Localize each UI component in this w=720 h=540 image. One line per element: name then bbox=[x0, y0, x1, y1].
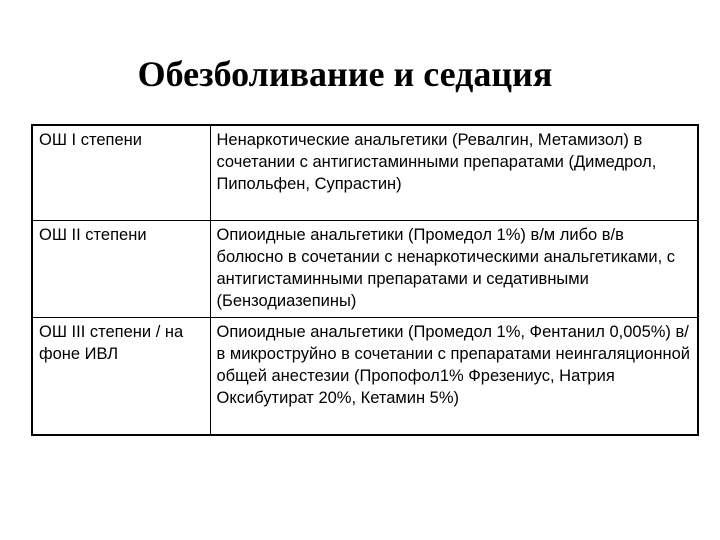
treatment-cell: Опиоидные анальгетики (Промедол 1%) в/м либо в/в болюсно в сочетании с ненаркотическими анальгетиками, с антигистаминными препаратами и седативными (Бензодиазепины) bbox=[210, 221, 698, 318]
treatment-cell: Ненаркотические анальгетики (Ревалгин, Метамизол) в сочетании с антигистаминными препаратами (Димедрол, Пипольфен, Супрастин) bbox=[210, 125, 698, 221]
treatment-table bbox=[31, 124, 699, 436]
treatment-cell: Опиоидные анальгетики (Промедол 1%, Фентанил 0,005%) в/в микроструйно в сочетании с препаратами неингаляционной общей анестезии (Пропофол1% Фрезениус, Натрия Оксибутират 20%, Кетамин 5%) bbox=[210, 318, 698, 436]
grade-cell: ОШ II степени bbox=[32, 221, 210, 318]
grade-cell: ОШ I степени bbox=[32, 125, 210, 221]
table-row-grade-1 bbox=[32, 125, 698, 221]
table-row-grade-3 bbox=[32, 318, 698, 436]
slide-title: Обезболивание и седация bbox=[137, 54, 553, 94]
table-row-grade-2 bbox=[32, 221, 698, 318]
grade-cell: ОШ III степени / на фоне ИВЛ bbox=[32, 318, 210, 436]
